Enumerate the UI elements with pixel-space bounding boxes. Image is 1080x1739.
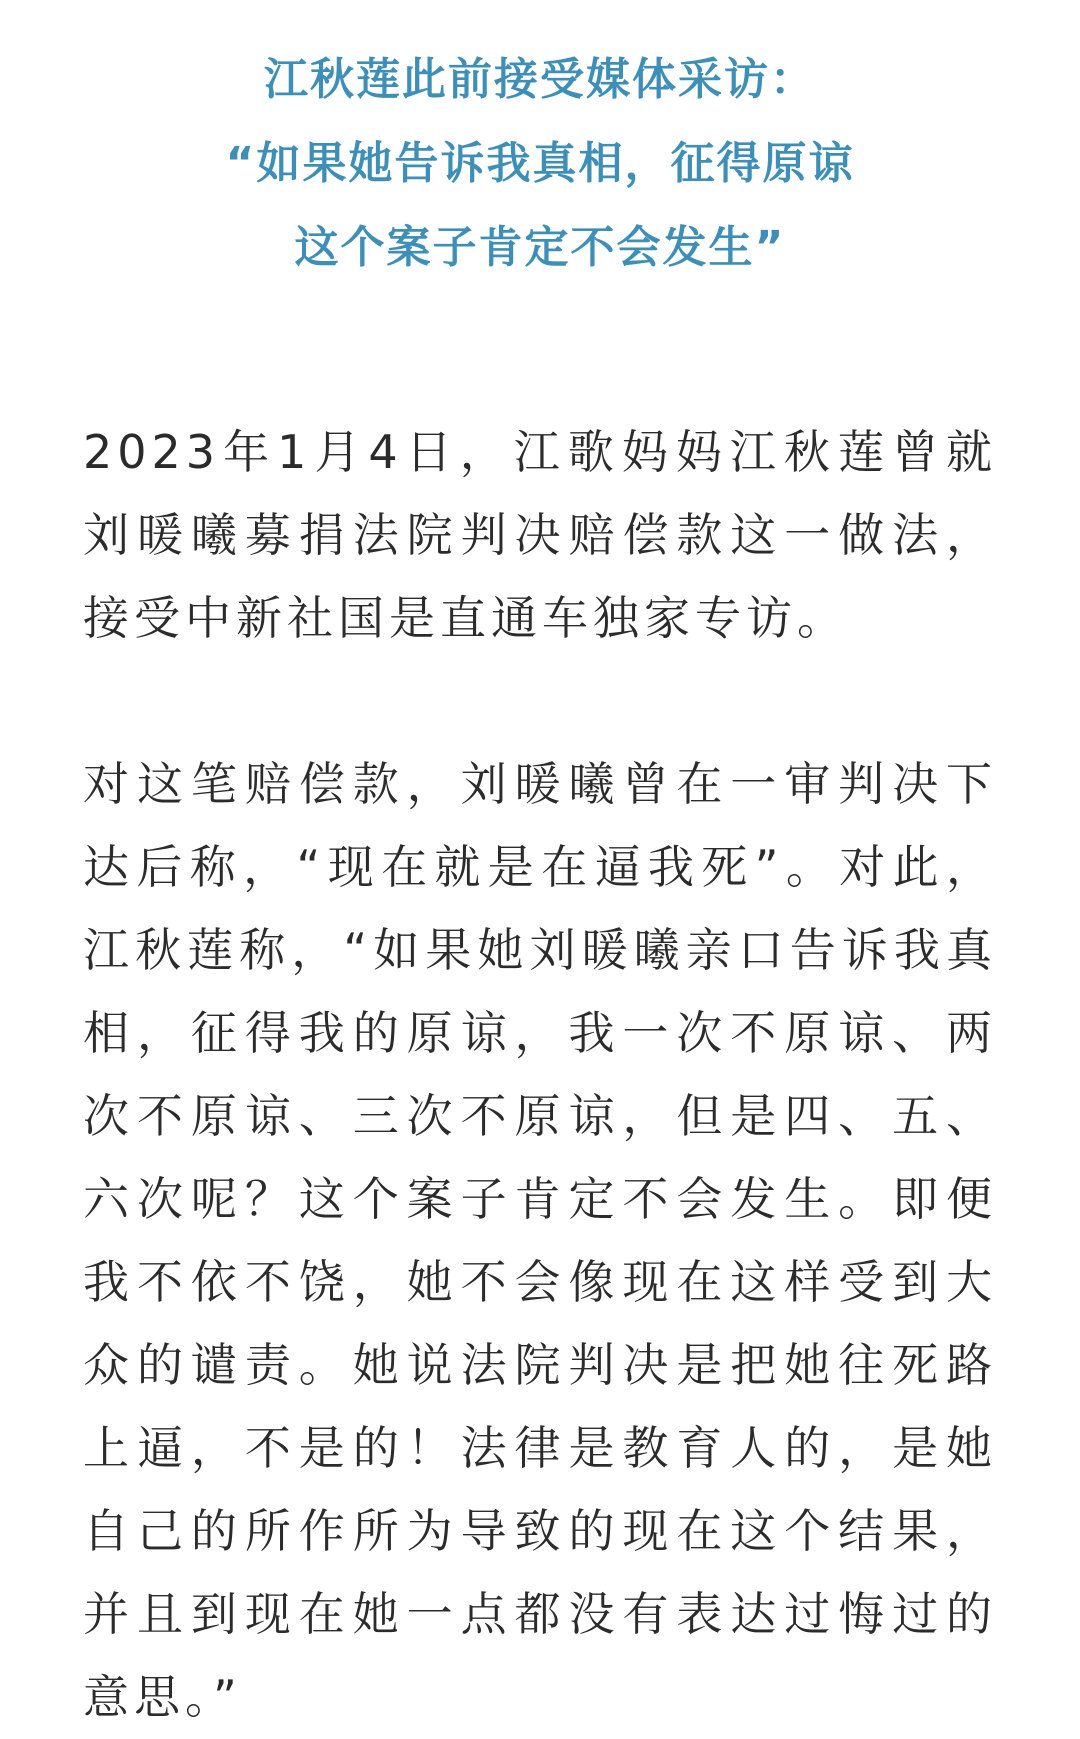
headline-line-3: 这个案子肯定不会发生” bbox=[294, 222, 786, 273]
headline-line-2: “如果她告诉我真相，征得原谅 bbox=[225, 138, 855, 189]
paragraph-interview-intro: 2023年1月4日，江歌妈妈江秋莲曾就刘暖曦募捐法院判决赔偿款这一做法，接受中新社国是直通车独家专访。 bbox=[83, 425, 997, 645]
article-headline bbox=[83, 0, 997, 290]
paragraph-quote: 对这笔赔偿款，刘暖曦曾在一审判决下达后称，“现在就是在逼我死”。对此，江秋莲称，“如果她刘暖曦亲口告诉我真相，征得我的原谅，我一次不原谅、两次不原谅、三次不原谅，但是四、五、六次呢？这个案子肯定不会发生。即便我不依不饶，她不会像现在这样受到大众的谴责。她说法院判决是把她往死路上逼，不是的！法律是教育人的，是她自己的所作所为导致的现在这个结果，并且到现在她一点都没有表达过悔过的意思。” bbox=[83, 757, 997, 1724]
headline-line-1: 江秋莲此前接受媒体采访： bbox=[264, 54, 816, 105]
